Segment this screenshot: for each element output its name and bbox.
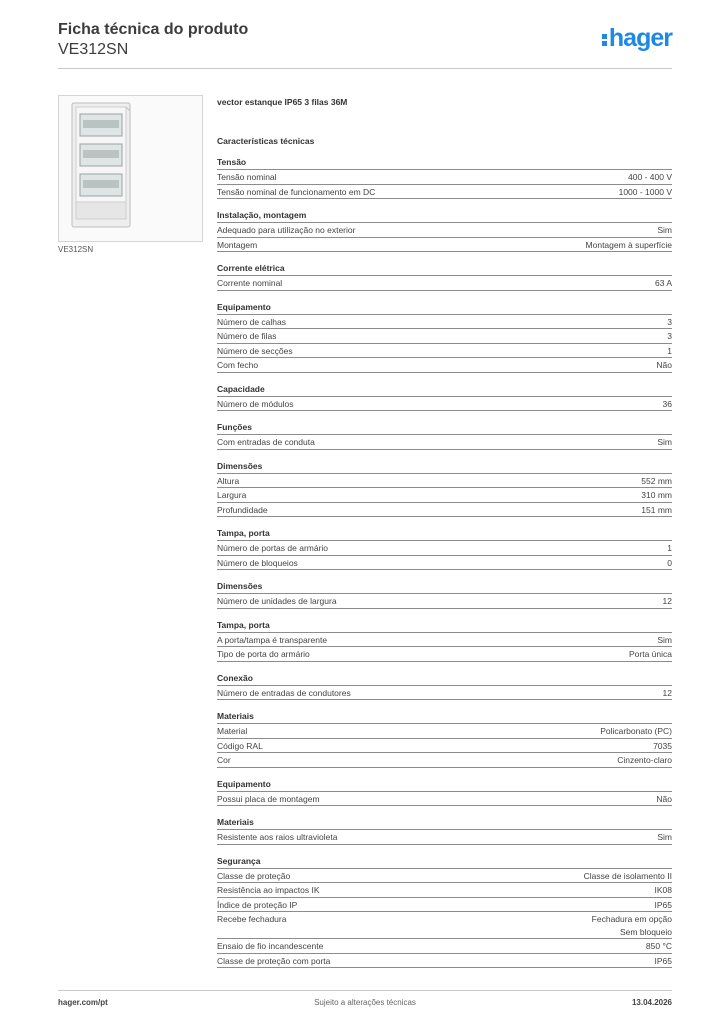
footer-disclaimer: Sujeito a alterações técnicas xyxy=(314,998,416,1007)
spec-value: IP65 xyxy=(654,899,672,910)
spec-group-title: Instalação, montagem xyxy=(217,209,672,223)
spec-group xyxy=(217,710,672,768)
spec-group-title: Equipamento xyxy=(217,301,672,315)
spec-value: 12 xyxy=(662,596,672,606)
logo-colon-icon xyxy=(602,28,608,46)
footer-website-link[interactable]: hager.com/pt xyxy=(58,998,108,1007)
spec-label: Resistência ao impactos IK xyxy=(217,885,320,895)
spec-value: 0 xyxy=(667,557,672,568)
spec-row xyxy=(217,954,672,969)
spec-row xyxy=(217,912,672,939)
spec-row xyxy=(217,397,672,412)
spec-row xyxy=(217,830,672,845)
spec-value: Porta única xyxy=(629,649,672,659)
spec-group-title: Dimensões xyxy=(217,460,672,474)
spec-group xyxy=(217,421,672,450)
spec-value: Cinzento-claro xyxy=(617,755,672,765)
spec-label: Número de entradas de condutores xyxy=(217,687,351,698)
spec-label: Possui placa de montagem xyxy=(217,793,320,804)
spec-row xyxy=(217,556,672,571)
spec-row xyxy=(217,488,672,503)
spec-label: Tensão nominal de funcionamento em DC xyxy=(217,186,376,197)
spec-value: 1 xyxy=(667,345,672,356)
spec-group-title: Conexão xyxy=(217,672,672,686)
spec-label: Tensão nominal xyxy=(217,172,277,182)
spec-row xyxy=(217,170,672,185)
spec-row xyxy=(217,329,672,344)
spec-label: Adequado para utilização no exterior xyxy=(217,225,356,235)
spec-row xyxy=(217,223,672,238)
spec-group xyxy=(217,460,672,518)
spec-row xyxy=(217,594,672,609)
spec-group-title: Tampa, porta xyxy=(217,619,672,633)
spec-label: Profundidade xyxy=(217,504,268,515)
spec-value: Não xyxy=(656,360,672,370)
spec-row xyxy=(217,238,672,253)
spec-value: 7035 xyxy=(653,740,672,751)
spec-group xyxy=(217,156,672,199)
spec-sheet xyxy=(217,96,672,978)
spec-value: 63 A xyxy=(654,278,672,288)
spec-value: Fechadura em opção Sem bloqueio xyxy=(591,914,672,937)
spec-row xyxy=(217,739,672,754)
spec-row xyxy=(217,647,672,662)
spec-row xyxy=(217,686,672,701)
spec-group xyxy=(217,619,672,662)
spec-group-title: Materiais xyxy=(217,710,672,724)
spec-value: Classe de isolamento II xyxy=(583,870,672,881)
spec-value: 1000 - 1000 V xyxy=(618,186,672,197)
spec-group xyxy=(217,816,672,845)
spec-group-title: Materiais xyxy=(217,816,672,830)
spec-row xyxy=(217,883,672,898)
spec-value: 400 - 400 V xyxy=(628,172,672,182)
spec-group-title: Corrente elétrica xyxy=(217,262,672,276)
spec-value: 1 xyxy=(667,543,672,553)
spec-group xyxy=(217,262,672,291)
spec-label: Número de secções xyxy=(217,345,293,356)
page-title: Ficha técnica do produto xyxy=(58,21,249,38)
spec-label: Material xyxy=(217,726,248,736)
spec-row xyxy=(217,792,672,807)
spec-row xyxy=(217,358,672,373)
spec-row xyxy=(217,503,672,518)
spec-value: 151 mm xyxy=(641,504,672,515)
spec-value: 36 xyxy=(662,398,672,409)
spec-value: 12 xyxy=(662,687,672,698)
product-reference: VE312SN xyxy=(58,41,129,58)
enclosure-illustration xyxy=(71,102,131,228)
spec-label: Código RAL xyxy=(217,740,263,751)
spec-row xyxy=(217,185,672,200)
spec-value: Montagem à superfície xyxy=(585,239,672,250)
spec-label: Recebe fechadura xyxy=(217,914,287,924)
footer-date: 13.04.2026 xyxy=(631,998,672,1007)
spec-label: Número de unidades de largura xyxy=(217,596,337,606)
logo-text: hager xyxy=(608,24,672,52)
spec-groups xyxy=(217,156,672,968)
footer-divider xyxy=(58,990,672,991)
spec-label: Número de calhas xyxy=(217,316,286,327)
spec-group-title: Tampa, porta xyxy=(217,527,672,541)
spec-label: Número de portas de armário xyxy=(217,543,329,553)
spec-label: Largura xyxy=(217,490,247,500)
spec-label: Número de módulos xyxy=(217,398,294,409)
spec-group-title: Funções xyxy=(217,421,672,435)
spec-group xyxy=(217,527,672,570)
spec-label: Altura xyxy=(217,475,240,486)
spec-row xyxy=(217,898,672,913)
spec-value: Não xyxy=(656,793,672,804)
spec-label: Número de filas xyxy=(217,331,277,341)
spec-label: Resistente aos raios ultravioleta xyxy=(217,832,338,842)
spec-group xyxy=(217,301,672,373)
spec-group xyxy=(217,778,672,807)
section-title: Características técnicas xyxy=(217,136,315,146)
spec-value: 850 °C xyxy=(645,941,672,951)
spec-group-title: Equipamento xyxy=(217,778,672,792)
spec-label: Classe de proteção xyxy=(217,870,291,881)
spec-row xyxy=(217,541,672,556)
spec-group xyxy=(217,383,672,412)
spec-label: Corrente nominal xyxy=(217,278,283,288)
spec-row xyxy=(217,869,672,884)
spec-label: Montagem xyxy=(217,239,258,250)
hager-logo[interactable] xyxy=(602,24,672,53)
spec-label: Classe de proteção com porta xyxy=(217,955,331,966)
spec-row xyxy=(217,753,672,768)
spec-label: Ensaio de fio incandescente xyxy=(217,941,324,951)
spec-group xyxy=(217,855,672,969)
spec-row xyxy=(217,633,672,648)
spec-value: Sim xyxy=(657,437,672,447)
spec-row xyxy=(217,344,672,359)
spec-value: IK08 xyxy=(654,885,672,895)
spec-group xyxy=(217,209,672,252)
header-divider xyxy=(58,68,672,69)
spec-row xyxy=(217,724,672,739)
spec-row xyxy=(217,939,672,954)
spec-value: Policarbonato (PC) xyxy=(600,726,672,736)
spec-label: Índice de proteção IP xyxy=(217,899,298,910)
header xyxy=(58,20,672,60)
image-caption: VE312SN xyxy=(58,245,94,254)
spec-row xyxy=(217,276,672,291)
spec-value: IP65 xyxy=(654,955,672,966)
spec-value: 552 mm xyxy=(641,475,672,486)
spec-group-title: Segurança xyxy=(217,855,672,869)
product-image xyxy=(58,95,203,242)
spec-group xyxy=(217,580,672,609)
spec-value: Sim xyxy=(657,225,672,235)
product-name: vector estanque IP65 3 filas 36M xyxy=(217,97,348,107)
spec-group-title: Capacidade xyxy=(217,383,672,397)
spec-row xyxy=(217,474,672,489)
spec-label: Com fecho xyxy=(217,360,259,370)
spec-row xyxy=(217,435,672,450)
spec-group-title: Dimensões xyxy=(217,580,672,594)
spec-label: Com entradas de conduta xyxy=(217,437,315,447)
spec-value: 3 xyxy=(667,331,672,341)
spec-label: Número de bloqueios xyxy=(217,557,298,568)
spec-label: Tipo de porta do armário xyxy=(217,649,310,659)
spec-label: A porta/tampa é transparente xyxy=(217,634,328,645)
spec-label: Cor xyxy=(217,755,231,765)
spec-group xyxy=(217,672,672,701)
spec-value: Sim xyxy=(657,832,672,842)
spec-value: 3 xyxy=(667,316,672,327)
spec-group-title: Tensão xyxy=(217,156,672,170)
spec-value: Sim xyxy=(657,634,672,645)
spec-row xyxy=(217,315,672,330)
spec-value: 310 mm xyxy=(641,490,672,500)
